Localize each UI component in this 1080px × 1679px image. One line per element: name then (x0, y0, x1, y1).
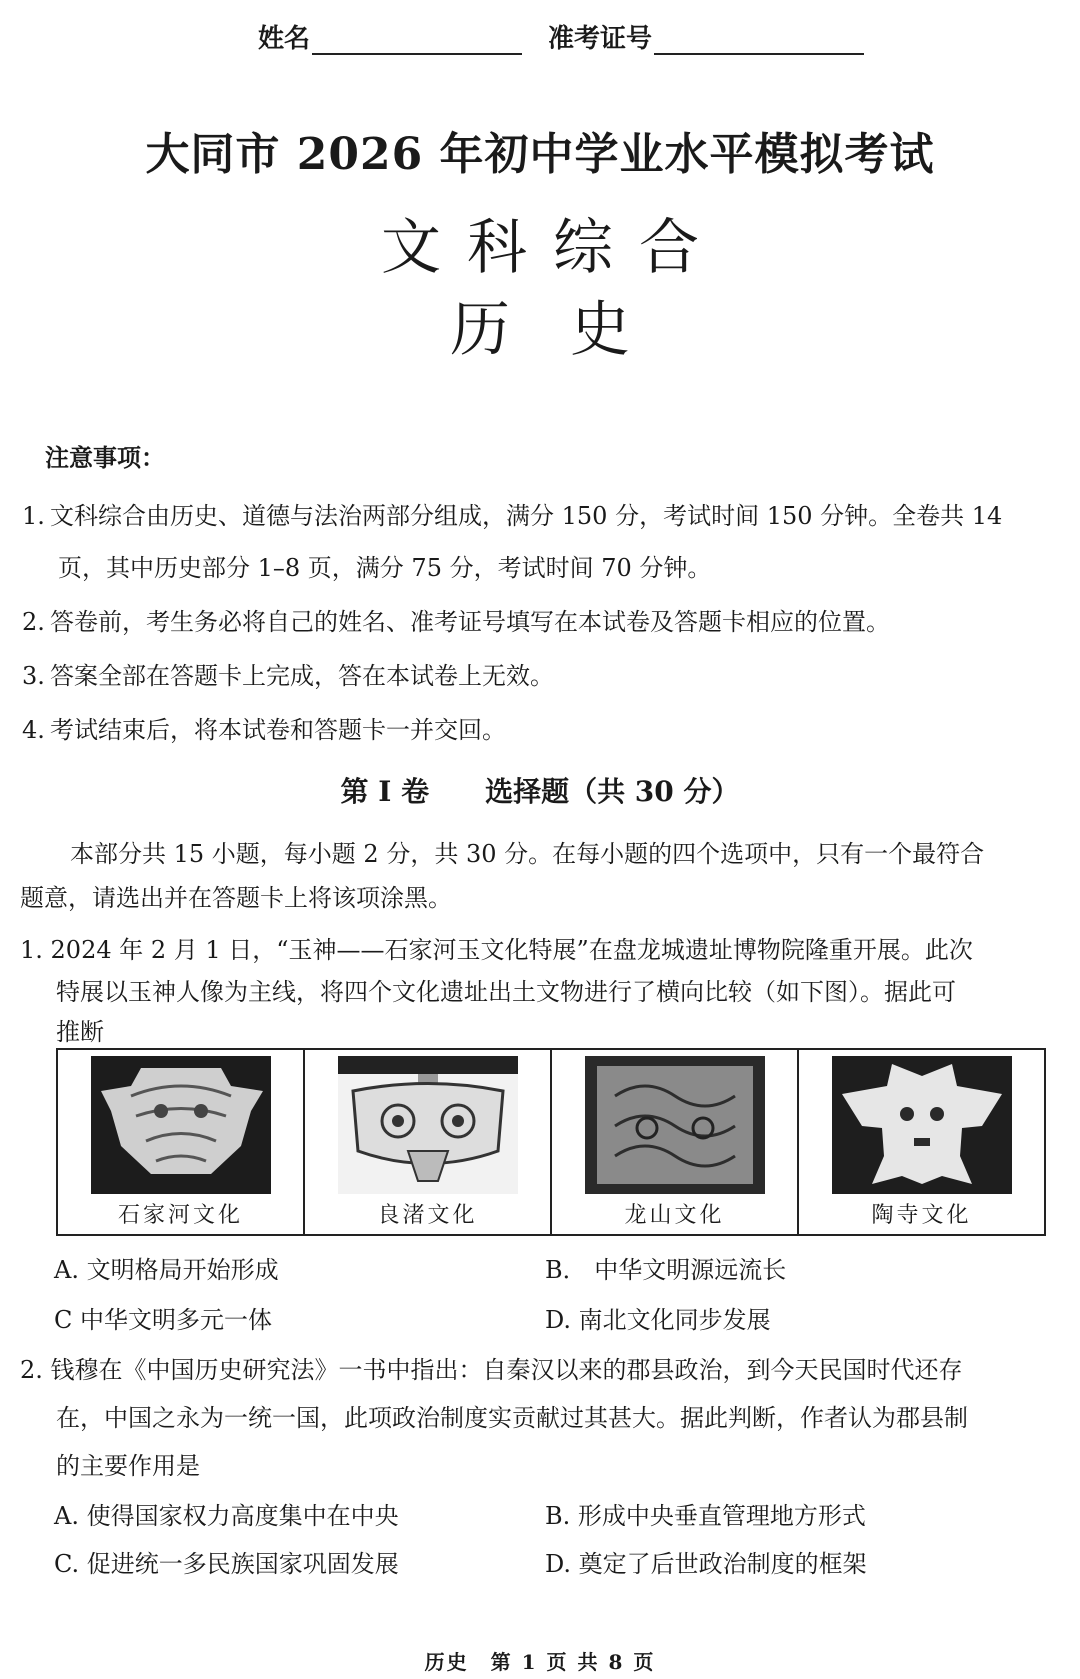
note-number: 2. (22, 608, 45, 636)
artifact-caption: 陶寺文化 (871, 1203, 972, 1228)
note-item (22, 710, 1062, 745)
jade-mask-icon (91, 1056, 271, 1194)
note-number: 4. (22, 716, 45, 744)
exam-title: 大同市 2026 年初中学业水平模拟考试 (145, 129, 935, 180)
q2-option-b[interactable]: B. 形成中央垂直管理地方形式 (545, 1502, 866, 1530)
note-item (22, 602, 1062, 637)
q2-stem: 2. 钱穆在《中国历史研究法》一书中指出：自秦汉以来的郡县政治，到今天民国时代还存 (20, 1356, 963, 1384)
note-item (22, 496, 1062, 531)
name-field[interactable] (258, 18, 522, 55)
q2-option-a[interactable]: A. 使得国家权力高度集中在中央 (54, 1502, 399, 1530)
jade-figure-icon (832, 1056, 1012, 1194)
artifact-caption: 石家河文化 (117, 1203, 243, 1228)
q1-option-a[interactable]: A. 文明格局开始形成 (54, 1256, 279, 1284)
q2-stem-cont: 的主要作用是 (56, 1452, 200, 1480)
jade-plaque-icon (585, 1056, 765, 1194)
note-text: 答案全部在答题卡上完成，答在本试卷上无效。 (50, 662, 554, 690)
q2-stem-cont: 在，中国之永为一统一国，此项政治制度实贡献过其甚大。据此判断，作者认为郡县制 (56, 1404, 968, 1432)
q1-option-b[interactable]: B． 中华文明源远流长 (545, 1256, 787, 1284)
q1-stem-cont: 推断 (56, 1018, 104, 1046)
q1-option-d[interactable]: D. 南北文化同步发展 (545, 1306, 771, 1334)
exam-subtitle: 文科综合 (381, 213, 725, 283)
exam-id-label: 准考证号 (548, 24, 653, 54)
section-heading: 第 I 卷 选择题（共 30 分） (340, 775, 740, 808)
note-text: 文科综合由历史、道德与法治两部分组成，满分 150 分，考试时间 150 分钟。全卷共 14 (50, 502, 1003, 530)
artifact-cell (58, 1050, 305, 1234)
note-number: 3. (22, 662, 45, 690)
artifact-caption: 良渚文化 (377, 1203, 478, 1228)
section-intro-cont: 题意，请选出并在答题卡上将该项涂黑。 (20, 884, 452, 912)
q2-option-c[interactable]: C. 促进统一多民族国家巩固发展 (54, 1550, 399, 1578)
note-number: 1. (22, 502, 45, 530)
section-intro: 本部分共 15 小题，每小题 2 分，共 30 分。在每小题的四个选项中，只有一个最符合 (70, 840, 985, 868)
exam-id-field[interactable] (548, 18, 864, 55)
name-blank[interactable] (312, 27, 522, 55)
note-text-cont: 页，其中历史部分 1–8 页，满分 75 分，考试时间 70 分钟。 (58, 554, 712, 582)
note-text: 答卷前，考生务必将自己的姓名、准考证号填写在本试卷及答题卡相应的位置。 (50, 608, 890, 636)
q2-option-d[interactable]: D. 奠定了后世政治制度的框架 (545, 1550, 867, 1578)
exam-id-blank[interactable] (654, 27, 864, 55)
jade-carving-icon (338, 1056, 518, 1194)
artifact-caption: 龙山文化 (624, 1203, 725, 1228)
artifact-image-table (56, 1048, 1046, 1236)
q1-stem: 1. 2024 年 2 月 1 日，“玉神——石家河玉文化特展”在盘龙城遗址博物院隆重开展。此次 (20, 936, 973, 964)
q1-option-c[interactable]: C 中华文明多元一体 (54, 1306, 272, 1334)
name-label: 姓名 (258, 24, 311, 54)
page-footer: 历史 第 1 页 共 8 页 (424, 1650, 656, 1674)
subject-title: 历史 (450, 295, 690, 365)
artifact-cell (799, 1050, 1044, 1234)
note-text: 考试结束后，将本试卷和答题卡一并交回。 (50, 716, 506, 744)
artifact-cell (305, 1050, 552, 1234)
q1-stem-cont: 特展以玉神人像为主线，将四个文化遗址出土文物进行了横向比较（如下图）。据此可 (56, 978, 956, 1006)
notes-heading: 注意事项： (45, 443, 165, 472)
note-item (22, 656, 1062, 691)
artifact-cell (552, 1050, 799, 1234)
